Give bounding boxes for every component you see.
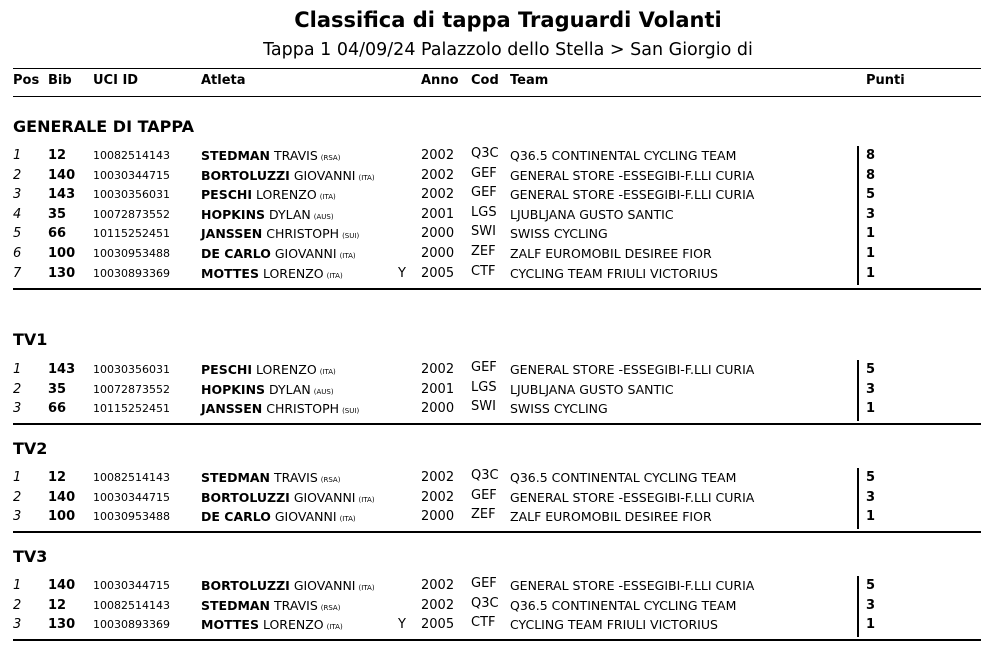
year-cell: 2002	[421, 362, 455, 377]
year-cell: 2002	[421, 489, 455, 505]
athlete-cell	[201, 509, 356, 524]
year-cell: 2002	[421, 470, 455, 485]
athlete-surname: BORTOLUZZI	[201, 578, 290, 593]
bib-cell: 12	[48, 470, 67, 485]
column-header-points: Punti	[866, 73, 905, 88]
athlete-first-name: LORENZO	[255, 362, 317, 377]
table-row	[0, 246, 982, 265]
uci-id-cell: 10030356031	[93, 188, 170, 202]
athlete-surname: JANSSEN	[201, 226, 263, 242]
points-cell: 1	[866, 617, 876, 633]
athlete-nationality: (ITA)	[339, 515, 356, 524]
team-code-cell: LGS	[471, 379, 497, 395]
page-title: Classifica di tappa Traguardi Volanti	[294, 8, 722, 32]
table-row	[0, 379, 982, 401]
team-code-cell: SWI	[471, 399, 496, 415]
athlete-cell	[201, 401, 359, 416]
uci-id-cell: 10030356031	[93, 363, 170, 376]
points-column-rule	[857, 360, 859, 421]
position-cell: 3	[13, 401, 22, 417]
uci-id-cell: 10030344715	[93, 490, 170, 504]
athlete-first-name: DYLAN	[269, 381, 311, 397]
bib-cell: 12	[48, 148, 67, 163]
table-row	[0, 595, 982, 617]
bib-cell: 66	[48, 401, 67, 417]
bib-cell: 143	[48, 362, 76, 377]
team-code-cell: GEF	[471, 185, 497, 201]
column-header-uci-id: UCI ID	[93, 73, 139, 88]
athlete-first-name: CHRISTOPH	[266, 226, 340, 242]
athlete-nationality: (SUI)	[342, 407, 360, 416]
athlete-first-name: GIOVANNI	[274, 246, 337, 261]
athlete-cell	[201, 617, 343, 632]
year-cell: 2002	[421, 597, 455, 613]
section-title: TV3	[13, 547, 48, 566]
team-cell: SWISS CYCLING	[510, 401, 608, 417]
position-cell: 1	[13, 578, 22, 593]
year-cell: 2000	[421, 246, 455, 261]
uci-id-cell: 10030344715	[93, 579, 170, 592]
athlete-first-name: LORENZO	[262, 265, 324, 281]
athlete-cell	[201, 266, 343, 281]
uci-id-cell: 10030953488	[93, 510, 170, 524]
points-cell: 8	[866, 167, 876, 183]
team-code-cell: CTF	[471, 615, 496, 631]
athlete-first-name: TRAVIS	[274, 148, 318, 163]
position-cell: 2	[13, 489, 22, 505]
team-cell: CYCLING TEAM FRIULI VICTORIUS	[510, 265, 718, 281]
points-cell: 5	[866, 362, 876, 377]
column-header-bib: Bib	[48, 73, 72, 88]
team-cell: GENERAL STORE -ESSEGIBI-F.LLI CURIA	[510, 187, 755, 203]
points-cell: 1	[866, 509, 876, 525]
position-cell: 3	[13, 509, 22, 525]
athlete-nationality: (RSA)	[320, 603, 341, 612]
athlete-surname: PESCHI	[201, 362, 252, 377]
athlete-cell	[201, 470, 340, 485]
table-row	[0, 617, 982, 636]
position-cell: 1	[13, 470, 22, 485]
points-cell: 5	[866, 187, 876, 203]
bib-cell: 35	[48, 381, 67, 397]
team-cell: GENERAL STORE -ESSEGIBI-F.LLI CURIA	[510, 489, 755, 505]
team-cell: ZALF EUROMOBIL DESIREE FIOR	[510, 509, 712, 525]
athlete-cell	[201, 207, 334, 222]
athlete-first-name: TRAVIS	[274, 470, 318, 485]
column-header-athlete: Atleta	[201, 73, 246, 88]
table-row	[0, 578, 982, 597]
stage-subtitle: Tappa 1 04/09/24 Palazzolo dello Stella > San Giorgio di	[263, 40, 753, 60]
table-row	[0, 509, 982, 528]
points-cell: 8	[866, 148, 876, 163]
bib-cell: 143	[48, 187, 76, 203]
athlete-cell	[201, 226, 359, 241]
athlete-nationality: (AUS)	[313, 212, 334, 221]
year-cell: 2002	[421, 167, 455, 183]
uci-id-cell: 10030344715	[93, 168, 170, 182]
team-cell: GENERAL STORE -ESSEGIBI-F.LLI CURIA	[510, 362, 755, 377]
team-cell: LJUBLJANA GUSTO SANTIC	[510, 381, 674, 397]
athlete-surname: DE CARLO	[201, 509, 271, 525]
table-row	[0, 362, 982, 381]
team-cell: Q36.5 CONTINENTAL CYCLING TEAM	[510, 597, 737, 613]
section-separator	[13, 639, 981, 641]
column-header-pos: Pos	[13, 73, 40, 88]
team-code-cell: CTF	[471, 263, 496, 279]
header-bottom-rule	[13, 96, 981, 97]
uci-id-cell: 10030893369	[93, 266, 170, 280]
athlete-surname: PESCHI	[201, 187, 252, 203]
uci-id-cell: 10082514143	[93, 471, 170, 484]
athlete-cell	[201, 490, 375, 505]
young-rider-flag: Y	[398, 617, 406, 633]
team-code-cell: GEF	[471, 576, 497, 591]
athlete-nationality: (ITA)	[326, 623, 343, 632]
team-code-cell: Q3C	[471, 468, 499, 483]
points-cell: 5	[866, 470, 876, 485]
points-cell: 3	[866, 489, 876, 505]
table-row	[0, 165, 982, 187]
team-code-cell: GEF	[471, 165, 497, 181]
athlete-surname: STEDMAN	[201, 597, 271, 613]
year-cell: 2002	[421, 578, 455, 593]
position-cell: 7	[13, 265, 22, 281]
athlete-cell	[201, 578, 375, 593]
year-cell: 2002	[421, 187, 455, 203]
table-row	[0, 187, 982, 206]
uci-id-cell: 10082514143	[93, 598, 170, 612]
section-separator	[13, 288, 981, 290]
column-header-code: Cod	[471, 73, 499, 88]
athlete-surname: BORTOLUZZI	[201, 167, 290, 183]
table-row	[0, 470, 982, 489]
points-column-rule	[857, 146, 859, 285]
team-code-cell: ZEF	[471, 507, 496, 523]
uci-id-cell: 10072873552	[93, 207, 170, 221]
athlete-surname: MOTTES	[201, 617, 259, 633]
athlete-cell	[201, 598, 340, 613]
athlete-first-name: GIOVANNI	[293, 489, 356, 505]
year-cell: 2001	[421, 381, 455, 397]
team-cell: ZALF EUROMOBIL DESIREE FIOR	[510, 246, 712, 261]
section-separator	[13, 531, 981, 533]
uci-id-cell: 10030893369	[93, 618, 170, 632]
uci-id-cell: 10115252451	[93, 227, 170, 241]
points-cell: 1	[866, 226, 876, 242]
table-row	[0, 204, 982, 226]
year-cell: 2001	[421, 206, 455, 222]
table-row	[0, 226, 982, 245]
athlete-cell	[201, 148, 340, 163]
athlete-first-name: CHRISTOPH	[266, 401, 340, 417]
uci-id-cell: 10072873552	[93, 382, 170, 396]
year-cell: 2000	[421, 509, 455, 525]
team-cell: SWISS CYCLING	[510, 226, 608, 242]
athlete-nationality: (AUS)	[313, 387, 334, 396]
athlete-nationality: (ITA)	[339, 252, 356, 260]
athlete-surname: STEDMAN	[201, 470, 271, 485]
team-cell: GENERAL STORE -ESSEGIBI-F.LLI CURIA	[510, 167, 755, 183]
bib-cell: 35	[48, 206, 67, 222]
athlete-cell	[201, 246, 356, 261]
year-cell: 2005	[421, 617, 455, 633]
athlete-surname: DE CARLO	[201, 246, 271, 261]
bib-cell: 140	[48, 167, 76, 183]
column-header-year: Anno	[421, 73, 459, 88]
athlete-nationality: (ITA)	[319, 193, 336, 202]
points-cell: 3	[866, 381, 876, 397]
team-code-cell: Q3C	[471, 146, 499, 161]
athlete-cell	[201, 168, 375, 183]
position-cell: 2	[13, 167, 22, 183]
points-cell: 5	[866, 578, 876, 593]
athlete-surname: STEDMAN	[201, 148, 271, 163]
bib-cell: 100	[48, 509, 76, 525]
position-cell: 1	[13, 362, 22, 377]
athlete-surname: HOPKINS	[201, 206, 266, 222]
bib-cell: 130	[48, 617, 76, 633]
section-title: TV1	[13, 330, 48, 349]
athlete-cell	[201, 362, 336, 377]
points-cell: 1	[866, 246, 876, 261]
bib-cell: 130	[48, 265, 76, 281]
uci-id-cell: 10115252451	[93, 402, 170, 416]
uci-id-cell: 10082514143	[93, 149, 170, 162]
bib-cell: 12	[48, 597, 67, 613]
athlete-first-name: DYLAN	[269, 206, 311, 222]
team-code-cell: GEF	[471, 487, 497, 503]
team-code-cell: ZEF	[471, 244, 496, 259]
points-cell: 1	[866, 265, 876, 281]
position-cell: 3	[13, 617, 22, 633]
bib-cell: 66	[48, 226, 67, 242]
team-code-cell: LGS	[471, 204, 497, 220]
team-cell: GENERAL STORE -ESSEGIBI-F.LLI CURIA	[510, 578, 755, 593]
athlete-surname: HOPKINS	[201, 381, 266, 397]
bib-cell: 140	[48, 578, 76, 593]
athlete-nationality: (RSA)	[320, 154, 341, 162]
team-code-cell: Q3C	[471, 595, 499, 611]
position-cell: 6	[13, 246, 22, 261]
section-separator	[13, 423, 981, 425]
athlete-first-name: GIOVANNI	[274, 509, 337, 525]
header-top-rule	[13, 68, 981, 69]
points-column-rule	[857, 468, 859, 529]
section-title: GENERALE DI TAPPA	[13, 117, 195, 136]
team-cell: CYCLING TEAM FRIULI VICTORIUS	[510, 617, 718, 633]
athlete-first-name: LORENZO	[255, 187, 317, 203]
athlete-surname: MOTTES	[201, 265, 259, 281]
points-column-rule	[857, 576, 859, 637]
points-cell: 1	[866, 401, 876, 417]
team-code-cell: SWI	[471, 224, 496, 240]
athlete-nationality: (ITA)	[319, 368, 336, 376]
athlete-first-name: LORENZO	[262, 617, 324, 633]
athlete-first-name: GIOVANNI	[293, 578, 356, 593]
athlete-first-name: GIOVANNI	[293, 167, 356, 183]
athlete-first-name: TRAVIS	[274, 597, 318, 613]
athlete-cell	[201, 187, 336, 202]
athlete-nationality: (RSA)	[320, 476, 341, 484]
athlete-nationality: (ITA)	[326, 271, 343, 280]
year-cell: 2000	[421, 401, 455, 417]
athlete-surname: JANSSEN	[201, 401, 263, 417]
athlete-cell	[201, 382, 334, 397]
position-cell: 2	[13, 597, 22, 613]
column-header-team: Team	[510, 73, 549, 88]
table-row	[0, 263, 982, 285]
athlete-surname: BORTOLUZZI	[201, 489, 290, 505]
young-rider-flag: Y	[398, 265, 406, 281]
athlete-nationality: (ITA)	[358, 584, 375, 592]
position-cell: 1	[13, 148, 22, 163]
team-cell: LJUBLJANA GUSTO SANTIC	[510, 206, 674, 222]
position-cell: 3	[13, 187, 22, 203]
team-cell: Q36.5 CONTINENTAL CYCLING TEAM	[510, 148, 737, 163]
uci-id-cell: 10030953488	[93, 247, 170, 260]
points-cell: 3	[866, 597, 876, 613]
points-cell: 3	[866, 206, 876, 222]
position-cell: 4	[13, 206, 22, 222]
athlete-nationality: (ITA)	[358, 495, 375, 504]
table-row	[0, 401, 982, 420]
table-row	[0, 148, 982, 167]
position-cell: 5	[13, 226, 22, 242]
bib-cell: 100	[48, 246, 76, 261]
team-code-cell: GEF	[471, 360, 497, 375]
year-cell: 2000	[421, 226, 455, 242]
athlete-nationality: (SUI)	[342, 232, 360, 241]
team-cell: Q36.5 CONTINENTAL CYCLING TEAM	[510, 470, 737, 485]
section-title: TV2	[13, 439, 48, 458]
year-cell: 2002	[421, 148, 455, 163]
bib-cell: 140	[48, 489, 76, 505]
table-row	[0, 487, 982, 509]
position-cell: 2	[13, 381, 22, 397]
year-cell: 2005	[421, 265, 455, 281]
athlete-nationality: (ITA)	[358, 173, 375, 182]
